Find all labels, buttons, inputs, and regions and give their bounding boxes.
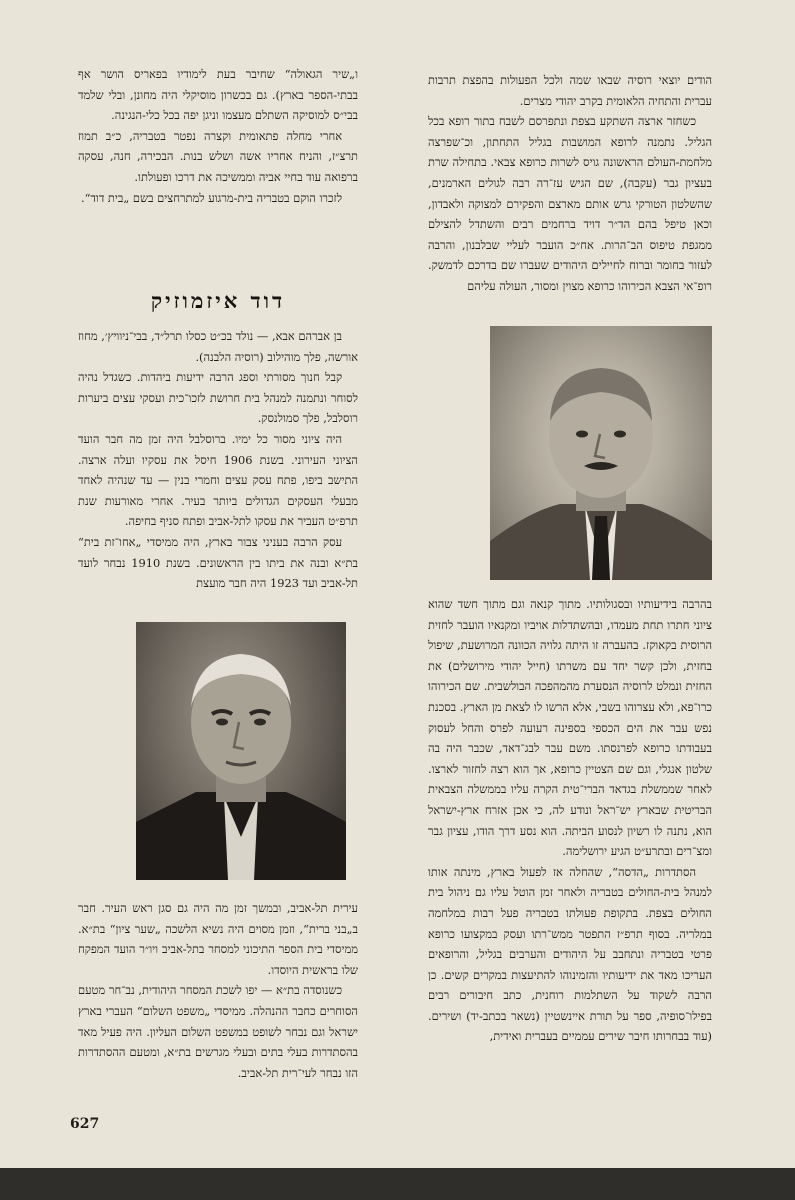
left-column-biography-text <box>78 326 358 594</box>
right-column-top-text <box>428 70 712 297</box>
paragraph: ו„שיר הגאולה“ שחיבר בעת לימודיו בפאריס הושר אף בבתי-הספר בארץ). גם בכשרון מוסיקלי היה מחונן, ובלי שלמד בבי״ס למוסיקה השתלם מעצמו וניגן יפה בכל כלי-הנגינה. <box>78 67 358 123</box>
paragraph: אחרי מחלה פתאומית וקצרה נפטר בטבריה, כ״ב תמוז תרצ״ז, והניח אחריו אשה ושלש בנות. הבכירה, חנה, עסקה ברפואה עוד בחיי אביה וממשיכה את דרכו ופעולתו. <box>78 128 358 184</box>
portrait-photo-man-with-mustache <box>490 326 712 580</box>
page-number: 627 <box>70 1116 100 1132</box>
paragraph: קבל חנוך מסורתי וספג הרבה ידיעות ביהדות. כשגדל נהיה לסוחר ונתמנה למנהל בית חרושת לזכו־כית ועסקי עצים ביערות רוסלבל, פלך סמולנסק. <box>78 370 358 426</box>
paragraph: עירית תל-אביב, ובמשך זמן מה היה גם סגן ראש העיר. חבר ב„בני ברית“, וזמן מסוים היה נשיא הלשכה „שער ציון“ בת״א. ממיסדי בית הספר התיכוני למסחר בתל-אביב ויו״ר הועד המפקח שלו בראשית היוסדו. <box>78 901 358 977</box>
left-column-bottom-text <box>78 898 358 1083</box>
right-column-bottom-text <box>428 594 712 1047</box>
section-heading: דוד איזמוזיק <box>150 288 286 313</box>
paragraph: לזכרו הוקם בטבריה בית-מרגוע למתרחצים בשם „בית דוד“. <box>80 190 343 205</box>
paragraph: בן אברהם אבא, — נולד בכ״ט כסלו תרל״ד, בבי־ניוויץ׳, מחוז אורשה, פלך מוהילוב (רוסיה הלבנה). <box>78 329 358 364</box>
left-column-top-text <box>78 64 358 208</box>
paragraph: היה ציוני מסור כל ימיו. ברוסלבל היה זמן מה חבר הועד הציוני העירוני. בשנת 1906 חיסל את עסקיו ועלה ארצה. התישב ביפו, פתח עסק עצים וחמרי בנין — עד שנהיה לאחד מבעלי העסקים הגדולים ביותר בעיר. אחרי מאורעות שנת תרפ״ט העביר את עסקו לתל-אביב ופתח סניף בחיפה. <box>78 431 358 529</box>
portrait-photo-elderly-man <box>136 622 346 880</box>
paragraph: כשנוסדה בת״א — יפו לשכת המסחר היהודית, נב־חר מטעם הסוחרים כחבר ההנהלה. ממיסדי „משפט השלום“ העברי בארץ ישראל וגם נבחר לשופט במשפט השלום העליון. היה פעיל מאד בהסתדרות בעלי בתים ובעלי מגרשים בת״א, ומטעם ההסתדרות הזו נבחר לעי־רית תל-אביב. <box>78 983 358 1080</box>
paragraph: הודים יוצאי רוסיה שבאו שמה ולכל הפעולות בהפצת תרבות עברית והתחיה הלאומית בקרב יהודי מצרים. <box>428 73 712 108</box>
paragraph: כשחזר ארצה השתקע בצפת ונתפרסם לשבח בתור רופא בכל הגליל. נתמנה לרופא המושבות בגליל התחתון, וכ־שפרצה מלחמת-העולם הראשונה גויס לשרות כרופא צבאי. בתחילה שרת בעציון גבר (עקבה), שם הגיש עז־רה רבה לגולים הארמנים, שהשלטון הטורקי גרש אותם מארצם והפקירם למצוקה ולאבדון, וכאן טיפל בהם הד״ר דויד ברחמים רבים והשתדל להצילם ממגפת טיפוס הב־הרות. אח״כ הועבר לעליי שבלבנון, והרבה לעזור בחומר וברוח לחיילים היהודים שעברו שם בדרכם לדמשק. רופ־אי הצבא הכירוהו כרופא מצוין ומסור, העולה עליהם <box>428 114 712 293</box>
paragraph: בהרבה בידיעותיו ובסגולותיו. מתוך קנאה וגם מתוך חשד שהוא ציוני חתרו תחת מעמדו, ובהשתדלות אויביו ומקנאיו הועבר לחזית הרוסית בקאוקז. בהעברה זו היתה גלויה הכוונה המרושעת, שיפול בחזית, ולכן קשר יחד עם משרתו (חייל יהודי מירושלים) את החזית ונמלט לרוסיה הנסערת מהמהפכה הבולשבית. שם הכירוהו כרו־פא, ולא עצרוהו בשבי, אלא הרשו לו לצאת מן הארץ. בסכנת נפש עבר את הים הכספי בספינה רעועה לפרס והחל לעסוק בעבודתו כרופא לפרנסתו. משם עבר לבג־דאד, שכבר היה בה שלטון אנגלי, וגם שם הצטיין כרופא, אך הוא רצה לחזור לארצו. לאחר שממשלת בגדאד הברי־טית הקרה עליו בממשלה הצבאית הבריטית שבארץ יש־ראל ונודע לה, כי אכן אזרח ארץ-ישראל הוא, נתנה לו רשיון לנסוע הביתה. הוא נסע דרך הודו, עציון גבר ומצ־רים ובתרע״ט הגיע ירושלימה. <box>427 597 712 859</box>
paragraph: הסתדרות „הדסה“, שהחלה אז לפעול בארץ, מינתה אותו למנהל בית-החולים בטבריה ולאחר זמן הוטל עליו גם ניהול בית החולים בצפת. בתקופת פעולתו בטבריה פעל רבות במלחמה במלריה. בסוף תרפ״ז התפטר ממש־רתו ועסק במקצועו כרופא פרטי בטבריה ונתחבב על היהודים והערבים בגליל, והרופאים העריכו מאד את ידיעותיו והזמינוהו להתיעצות במקרים קשים. כן הרבה לשקוד על השתלמות רוחנית, כתב חיבורים רבים בפילו־סופיה, ספר על תורת איינשטיין (נשאר בכתב-יד) ושירים. (עוד בבחרותו חיבר שירים עממיים בעברית ואידית, <box>428 864 712 1044</box>
paragraph: עסק הרבה בעניני צבור בארץ, היה ממיסדי „אחו־זת בית“ בת״א ובנה את ביתו בין הראשונים. בשנת 1910 נבחר לועד תל-אביב ועד 1923 היה חבר מועצת <box>78 534 358 591</box>
